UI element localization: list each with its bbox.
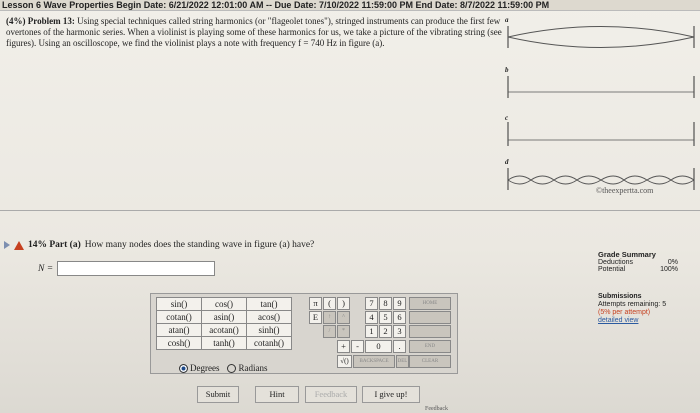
lesson-header xyxy=(0,0,700,11)
minus-key[interactable]: - xyxy=(351,340,364,353)
plus-key[interactable]: + xyxy=(337,340,350,353)
radians-label: Radians xyxy=(238,363,268,373)
submit-button[interactable]: Submit xyxy=(197,386,239,403)
wave-a xyxy=(504,22,698,50)
clear-key[interactable]: CLEAR xyxy=(409,355,451,368)
home-key[interactable]: HOME xyxy=(409,297,451,310)
degrees-radio[interactable] xyxy=(179,364,188,373)
sin-key[interactable]: sin() xyxy=(157,298,202,311)
digit-7-key[interactable]: 7 xyxy=(365,297,378,310)
end-key[interactable]: END xyxy=(409,340,451,353)
digit-9-key[interactable]: 9 xyxy=(393,297,406,310)
deductions-label: Deductions xyxy=(598,259,634,266)
cotan-key[interactable]: cotan() xyxy=(157,311,202,324)
feedback-button[interactable]: Feedback xyxy=(305,386,357,403)
problem-body: Using special techniques called string harmonics (or "flageolet tones"), stringed instruments can produce the first few overtones of the harmonic series. When a violinist is playing some of these harmonics for us, we take a picture of the vibrating string (see figures). Using an oscilloscope, we find the violinist plays a note with frequency f = 740 Hz in figure (a). xyxy=(6,16,502,48)
pi-key[interactable]: π xyxy=(309,297,322,310)
tan-key[interactable]: tan() xyxy=(247,298,292,311)
degrees-option[interactable] xyxy=(179,363,219,373)
figure-label-b: b xyxy=(505,66,509,74)
del-key[interactable]: DEL xyxy=(396,355,409,368)
digit-5-key[interactable]: 5 xyxy=(379,311,392,324)
feedback-heading: Feedback xyxy=(425,406,448,412)
backspace-key[interactable]: BACKSPACE xyxy=(353,355,395,368)
attempts-remaining: Attempts remaining: 5 xyxy=(598,301,667,308)
part-label: 14% Part (a) xyxy=(28,240,81,250)
potential-value: 100% xyxy=(660,266,678,273)
tanh-key[interactable]: tanh() xyxy=(202,337,247,350)
figure-label-d: d xyxy=(505,158,509,166)
sinh-key[interactable]: sinh() xyxy=(247,324,292,337)
part-header xyxy=(4,240,314,250)
degrees-label: Degrees xyxy=(190,363,220,373)
digit-0-key[interactable]: 0 xyxy=(365,340,392,353)
per-attempt: (5% per attempt) xyxy=(598,309,651,316)
digit-6-key[interactable]: 6 xyxy=(393,311,406,324)
power-key[interactable]: ^ xyxy=(337,311,350,324)
detailed-view-link[interactable]: detailed view xyxy=(598,317,639,324)
cos-key[interactable]: cos() xyxy=(202,298,247,311)
figure-label-a: a xyxy=(505,16,509,24)
answer-label: N = xyxy=(38,263,54,274)
grade-summary-title: Grade Summary xyxy=(598,250,656,259)
left-arrow-key[interactable] xyxy=(409,325,451,338)
deductions-row xyxy=(598,259,678,266)
right-arrow-key[interactable] xyxy=(409,311,451,324)
atan-key[interactable]: atan() xyxy=(157,324,202,337)
angle-mode xyxy=(179,363,267,373)
open-paren-key[interactable]: ( xyxy=(323,297,336,310)
part-question: How many nodes does the standing wave in figure (a) have? xyxy=(84,240,315,250)
digit-2-key[interactable]: 2 xyxy=(379,325,392,338)
deductions-value: 0% xyxy=(667,259,678,266)
section-divider xyxy=(0,210,700,211)
radians-radio[interactable] xyxy=(227,364,236,373)
decimal-key[interactable]: . xyxy=(393,340,406,353)
figure-label-c: c xyxy=(505,114,509,122)
wave-c xyxy=(504,118,698,148)
potential-label: Potential xyxy=(598,266,626,273)
digit-3-key[interactable]: 3 xyxy=(393,325,406,338)
play-icon[interactable] xyxy=(4,241,10,249)
lesson-header-text: Lesson 6 Wave Properties Begin Date: 6/21/2022 12:01:00 AM -- Due Date: 7/10/2022 11:59:00 PM End Date: 8/7/2022 11:59:00 PM xyxy=(2,0,550,10)
acos-key[interactable]: acos() xyxy=(247,311,292,324)
grade-summary xyxy=(598,250,678,273)
give-up-button[interactable]: I give up! xyxy=(362,386,420,403)
digit-4-key[interactable]: 4 xyxy=(365,311,378,324)
calculator-keypad xyxy=(150,293,458,374)
problem-statement xyxy=(6,16,502,49)
multiply-key[interactable]: * xyxy=(337,325,350,338)
radians-option[interactable] xyxy=(227,363,267,373)
asin-key[interactable]: asin() xyxy=(202,311,247,324)
sqrt-key[interactable]: √() xyxy=(337,355,352,368)
hint-button[interactable]: Hint xyxy=(255,386,299,403)
problem-title: (4%) Problem 13: xyxy=(6,16,75,26)
submissions-title: Submissions xyxy=(598,293,642,300)
submissions-panel xyxy=(598,293,680,325)
cosh-key[interactable]: cosh() xyxy=(157,337,202,350)
acotan-key[interactable]: acotan() xyxy=(202,324,247,337)
watermark: ©theexpertta.com xyxy=(596,186,654,195)
digit-1-key[interactable]: 1 xyxy=(365,325,378,338)
close-paren-key[interactable]: ) xyxy=(337,297,350,310)
wave-b xyxy=(504,72,698,100)
answer-input[interactable] xyxy=(57,261,215,276)
digit-8-key[interactable]: 8 xyxy=(379,297,392,310)
exponent-e-key[interactable]: E xyxy=(309,311,322,324)
standing-wave-figure xyxy=(500,14,700,204)
potential-row xyxy=(598,266,678,273)
divide-key[interactable]: / xyxy=(323,325,336,338)
cotanh-key[interactable]: cotanh() xyxy=(247,337,292,350)
function-keys xyxy=(156,297,292,350)
up-key[interactable]: ↑ xyxy=(323,311,336,324)
answer-row xyxy=(38,261,215,276)
warning-icon xyxy=(14,241,24,250)
